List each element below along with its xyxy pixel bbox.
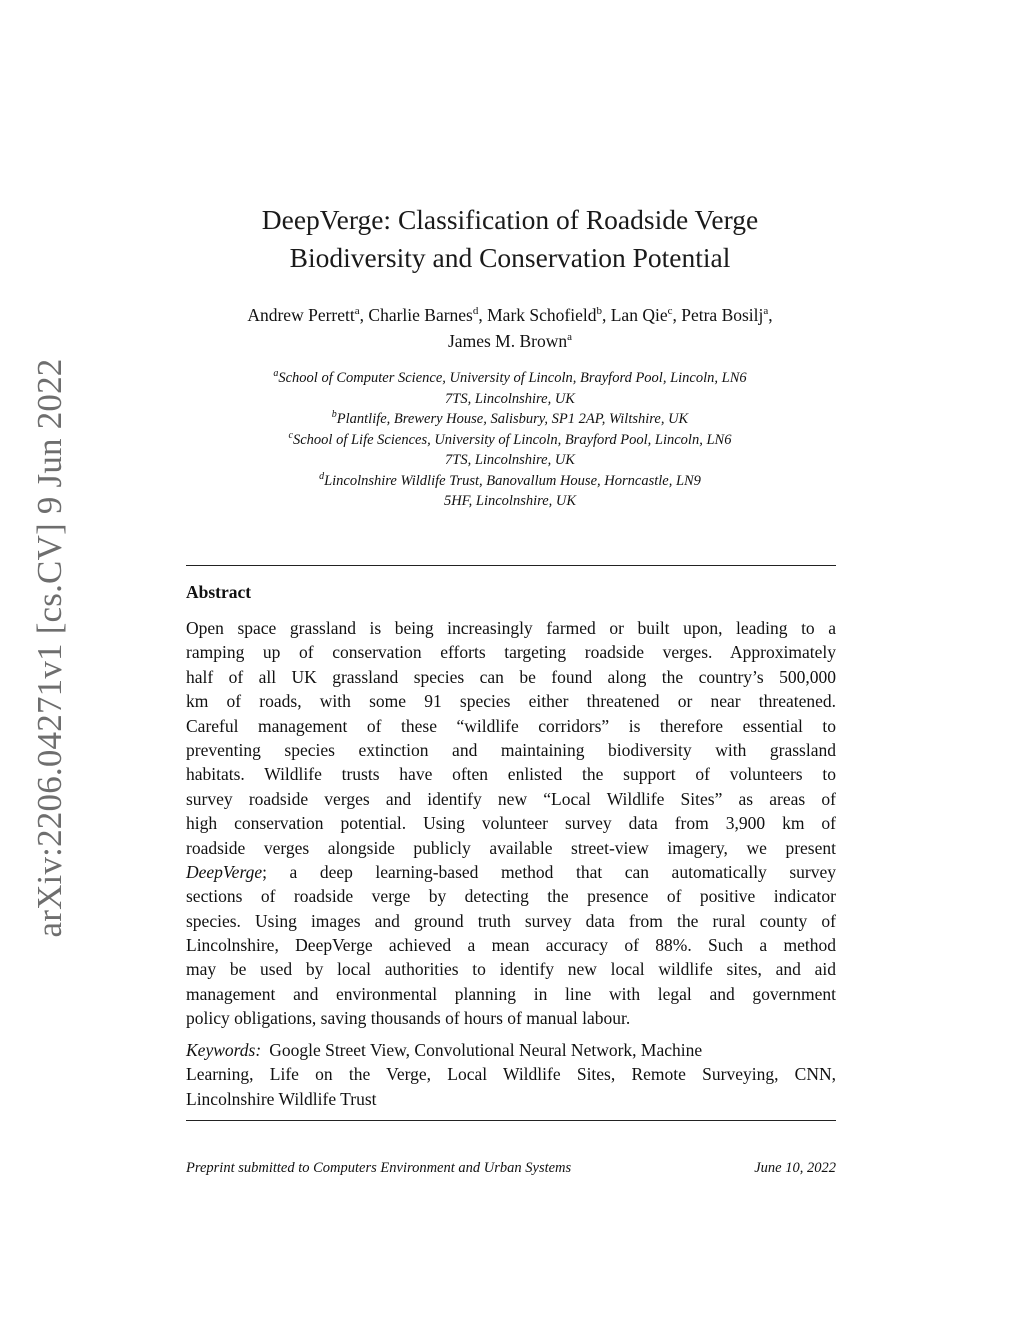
preprint-journal-note: Preprint submitted to Computers Environment and Urban Systems xyxy=(186,1160,572,1176)
affil-mark: d xyxy=(319,470,325,482)
abstract-line-method-name: DeepVerge; a deep learning-based method that can automatically survey xyxy=(186,861,836,882)
affil-mark: c xyxy=(288,429,293,441)
affiliation-d-line-1: $^d$Lincolnshire Wildlife Trust, Banovallum House, Horncastle, LN9 xyxy=(319,470,701,489)
affiliation-a-line-2: 7TS, Lincolnshire, UK xyxy=(445,390,575,407)
abstract-line: ramping up of conservation efforts targeting roadside verges. Approximately xyxy=(186,642,836,663)
keywords-block xyxy=(186,1038,836,1111)
author-affil-mark: a xyxy=(763,305,769,318)
affil-mark: b xyxy=(331,409,337,421)
keywords-line-2: Learning, Life on the Verge, Local Wildlife Sites, Remote Surveying, CNN, xyxy=(186,1064,836,1085)
author-affil-mark: a xyxy=(354,305,360,318)
author-name: Mark Schofield xyxy=(487,305,597,325)
author-affil-mark: b xyxy=(596,305,602,318)
author-name: James M. Brown xyxy=(448,331,568,351)
bottom-rule-divider xyxy=(186,1120,836,1121)
title-line-2: Biodiversity and Conservation Potential xyxy=(289,242,731,273)
preprint-date: June 10, 2022 xyxy=(754,1160,836,1176)
abstract-line: km of roads, with some 91 species either threatened or near threatened. xyxy=(186,691,836,712)
abstract-line: half of all UK grassland species can be found along the country’s 500,000 xyxy=(186,666,836,687)
author-line-2 xyxy=(150,328,870,354)
affiliation-c-line-2: 7TS, Lincolnshire, UK xyxy=(445,452,575,468)
abstract-line: Careful management of these “wildlife corridors” is therefore essential to xyxy=(186,715,836,736)
abstract-line: roadside verges alongside publicly available street-view imagery, we present xyxy=(186,837,836,858)
affil-mark: a xyxy=(273,368,279,380)
affiliation-list xyxy=(150,368,870,512)
affiliation-a-line-1: $^a$School of Computer Science, University of Lincoln, Brayford Pool, Lincoln, LN6 xyxy=(273,368,747,386)
author-affil-mark: c xyxy=(667,305,673,318)
abstract-line: policy obligations, saving thousands of hours of manual labour. xyxy=(186,1008,631,1029)
top-rule-divider xyxy=(186,565,836,566)
abstract-heading: Abstract xyxy=(186,582,252,602)
abstract-line: preventing species extinction and maintaining biodiversity with grassland xyxy=(186,739,836,760)
abstract-line: sections of roadside verge by detecting the presence of positive indicator xyxy=(186,886,836,907)
abstract-line: management and environmental planning in line with legal and government xyxy=(186,983,836,1004)
author-affil-mark: d xyxy=(472,305,479,318)
keywords-line-1: Keywords: Google Street View, Convolutional Neural Network, Machine xyxy=(186,1040,703,1060)
abstract-line: may be used by local authorities to identify new local wildlife sites, and aid xyxy=(186,959,836,980)
abstract-line: survey roadside verges and identify new “Local Wildlife Sites” as areas of xyxy=(186,788,836,809)
abstract-line: high conservation potential. Using volunteer survey data from 3,900 km of xyxy=(186,813,836,834)
author-affil-mark: a xyxy=(567,331,572,344)
preprint-footer xyxy=(186,1160,836,1177)
method-name-emphasis: DeepVerge xyxy=(186,861,263,882)
affiliation-c-line-1: $^c$School of Life Sciences, University of Lincoln, Brayford Pool, Lincoln, LN6 xyxy=(288,429,732,448)
keywords-label: Keywords: xyxy=(186,1040,262,1060)
keywords-line-3: Lincolnshire Wildlife Trust xyxy=(186,1088,377,1109)
affiliation-b-line-1: $^b$Plantlife, Brewery House, Salisbury, SP1 2AP, Wiltshire, UK xyxy=(331,409,689,427)
abstract-line: species. Using images and ground truth survey data from the rural county of xyxy=(186,910,836,931)
author-name: Lan Qie xyxy=(610,305,668,325)
abstract-line: Lincolnshire, DeepVerge achieved a mean accuracy of 88%. Such a method xyxy=(186,935,836,956)
author-line-1: Andrew Perrett$^a$, Charlie Barnes$^d$, Mark Schofield$^b$, Lan Qie$^c$, Petra Bosilj$^a$, xyxy=(247,305,773,325)
author-name: Andrew Perrett xyxy=(247,305,355,325)
affiliation-d-line-2: 5HF, Lincolnshire, UK xyxy=(443,493,577,509)
author-list xyxy=(150,302,870,354)
author-name: Charlie Barnes xyxy=(368,305,473,325)
title-line-1: DeepVerge: Classification of Roadside Verge xyxy=(261,204,759,235)
author-name: Petra Bosilj xyxy=(681,305,764,325)
abstract-line: habitats. Wildlife trusts have often enlisted the support of volunteers to xyxy=(186,764,836,785)
paper-title xyxy=(150,201,870,277)
arxiv-identifier-stamp: arXiv:2206.04271v1 [cs.CV] 9 Jun 2022 xyxy=(30,358,69,938)
abstract-body xyxy=(186,616,836,1031)
abstract-line: Open space grassland is being increasingly farmed or built upon, leading to a xyxy=(186,618,836,638)
